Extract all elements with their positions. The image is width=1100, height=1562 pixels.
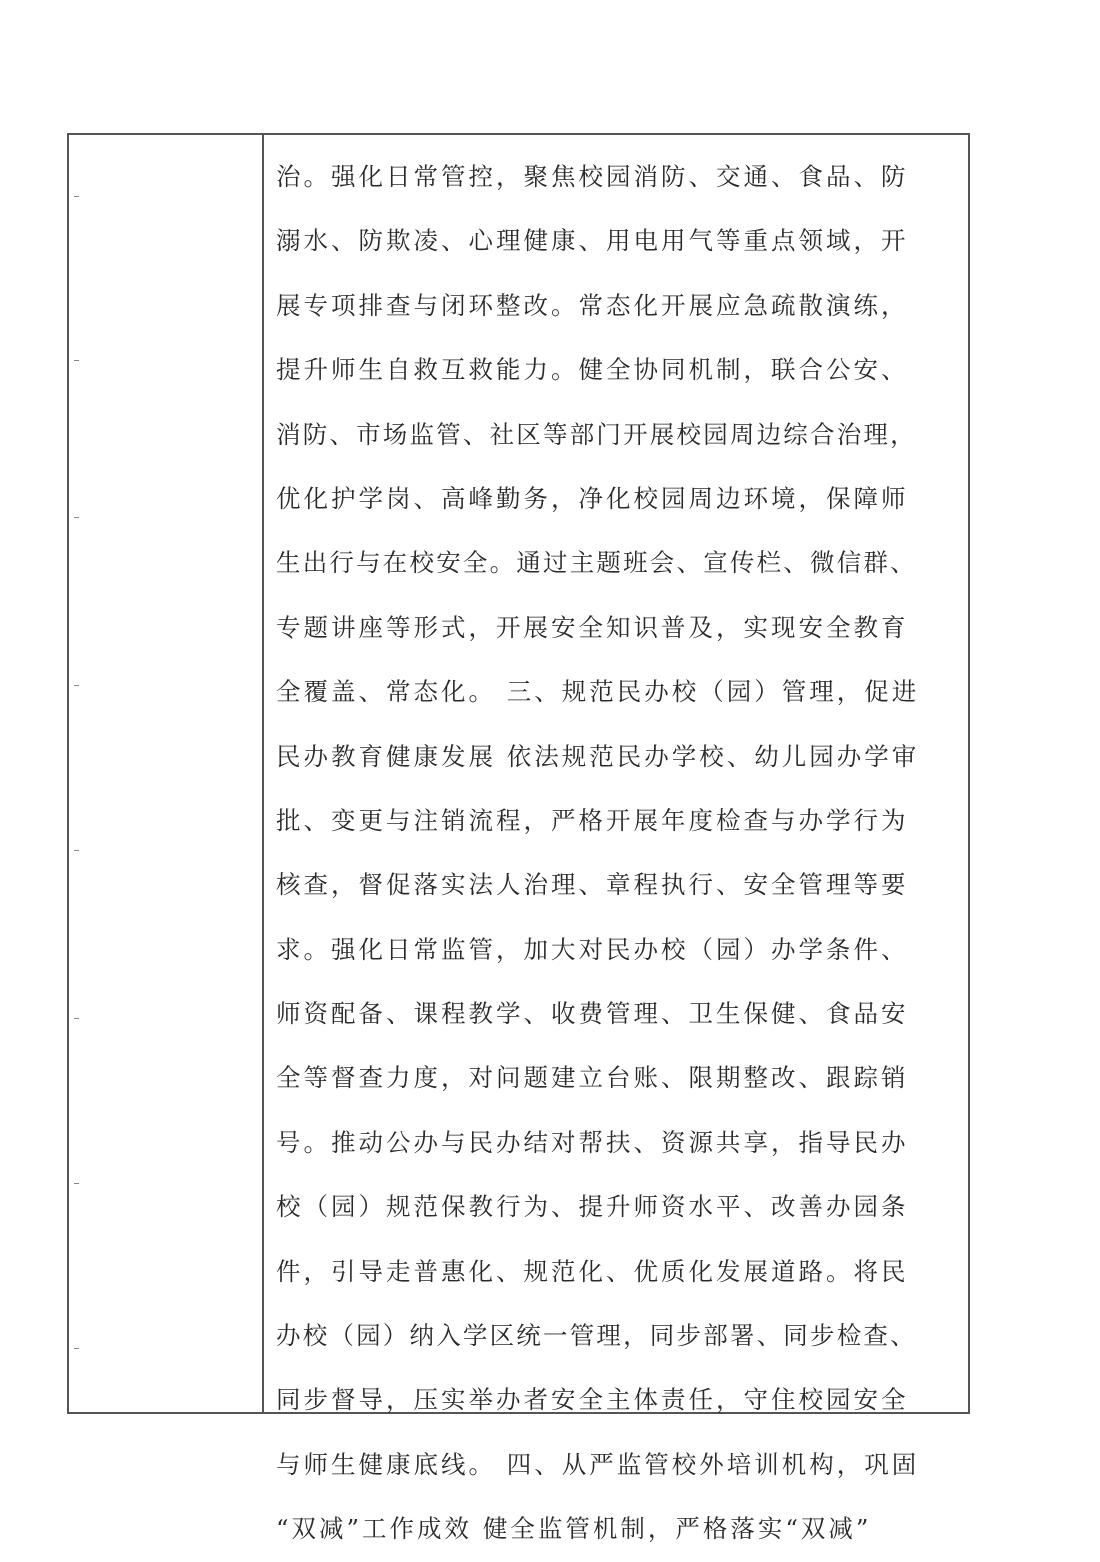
text-line: 同步督导，压实举办者安全主体责任，守住校园安全 bbox=[276, 1385, 909, 1415]
text-line: 与师生健康底线。 四、从严监管校外培训机构，巩固 bbox=[276, 1449, 920, 1479]
text-line: 全覆盖、常态化。 三、规范民办校（园）管理，促进 bbox=[276, 677, 920, 707]
text-line: 民办教育健康发展 依法规范民办学校、幼儿园办学审 bbox=[276, 741, 920, 771]
text-line: 展专项排查与闭环整改。常态化开展应急疏散演练， bbox=[276, 290, 909, 320]
paragraph-body bbox=[276, 145, 964, 1562]
text-line: 批、变更与注销流程，严格开展年度检查与办学行为 bbox=[276, 805, 909, 835]
text-line: 生出行与在校安全。通过主题班会、宣传栏、微信群、 bbox=[276, 548, 917, 578]
text-line: 核查，督促落实法人治理、章程执行、安全管理等要 bbox=[276, 870, 909, 900]
text-line: 专题讲座等形式，开展安全知识普及，实现安全教育 bbox=[276, 612, 909, 642]
text-line: 全等督查力度，对问题建立台账、限期整改、跟踪销 bbox=[276, 1063, 909, 1093]
text-line: 消防、市场监管、社区等部门开展校园周边综合治理， bbox=[276, 419, 917, 449]
text-line: 号。推动公办与民办结对帮扶、资源共享，指导民办 bbox=[276, 1127, 909, 1157]
document-table bbox=[67, 133, 970, 1544]
text-line: 治。强化日常管控，聚焦校园消防、交通、食品、防 bbox=[276, 162, 909, 191]
table-left-cell bbox=[69, 135, 264, 1412]
text-line: 提升师生自救互救能力。健全协同机制，联合公安、 bbox=[276, 355, 909, 385]
text-line: “双减”工作成效 健全监管机制，严格落实“双减” bbox=[276, 1514, 872, 1544]
text-line: 求。强化日常监管，加大对民办校（园）办学条件、 bbox=[276, 934, 909, 964]
text-line: 办校（园）纳入学区统一管理，同步部署、同步检查、 bbox=[276, 1321, 917, 1351]
text-line: 件，引导走普惠化、规范化、优质化发展道路。将民 bbox=[276, 1256, 909, 1286]
text-line: 师资配备、课程教学、收费管理、卫生保健、食品安 bbox=[276, 999, 909, 1029]
text-line: 溺水、防欺凌、心理健康、用电用气等重点领域，开 bbox=[276, 226, 909, 256]
text-line: 校（园）规范保教行为、提升师资水平、改善办园条 bbox=[276, 1192, 909, 1222]
text-line: 优化护学岗、高峰勤务，净化校园周边环境，保障师 bbox=[276, 483, 909, 513]
table-content-cell bbox=[264, 135, 968, 1544]
